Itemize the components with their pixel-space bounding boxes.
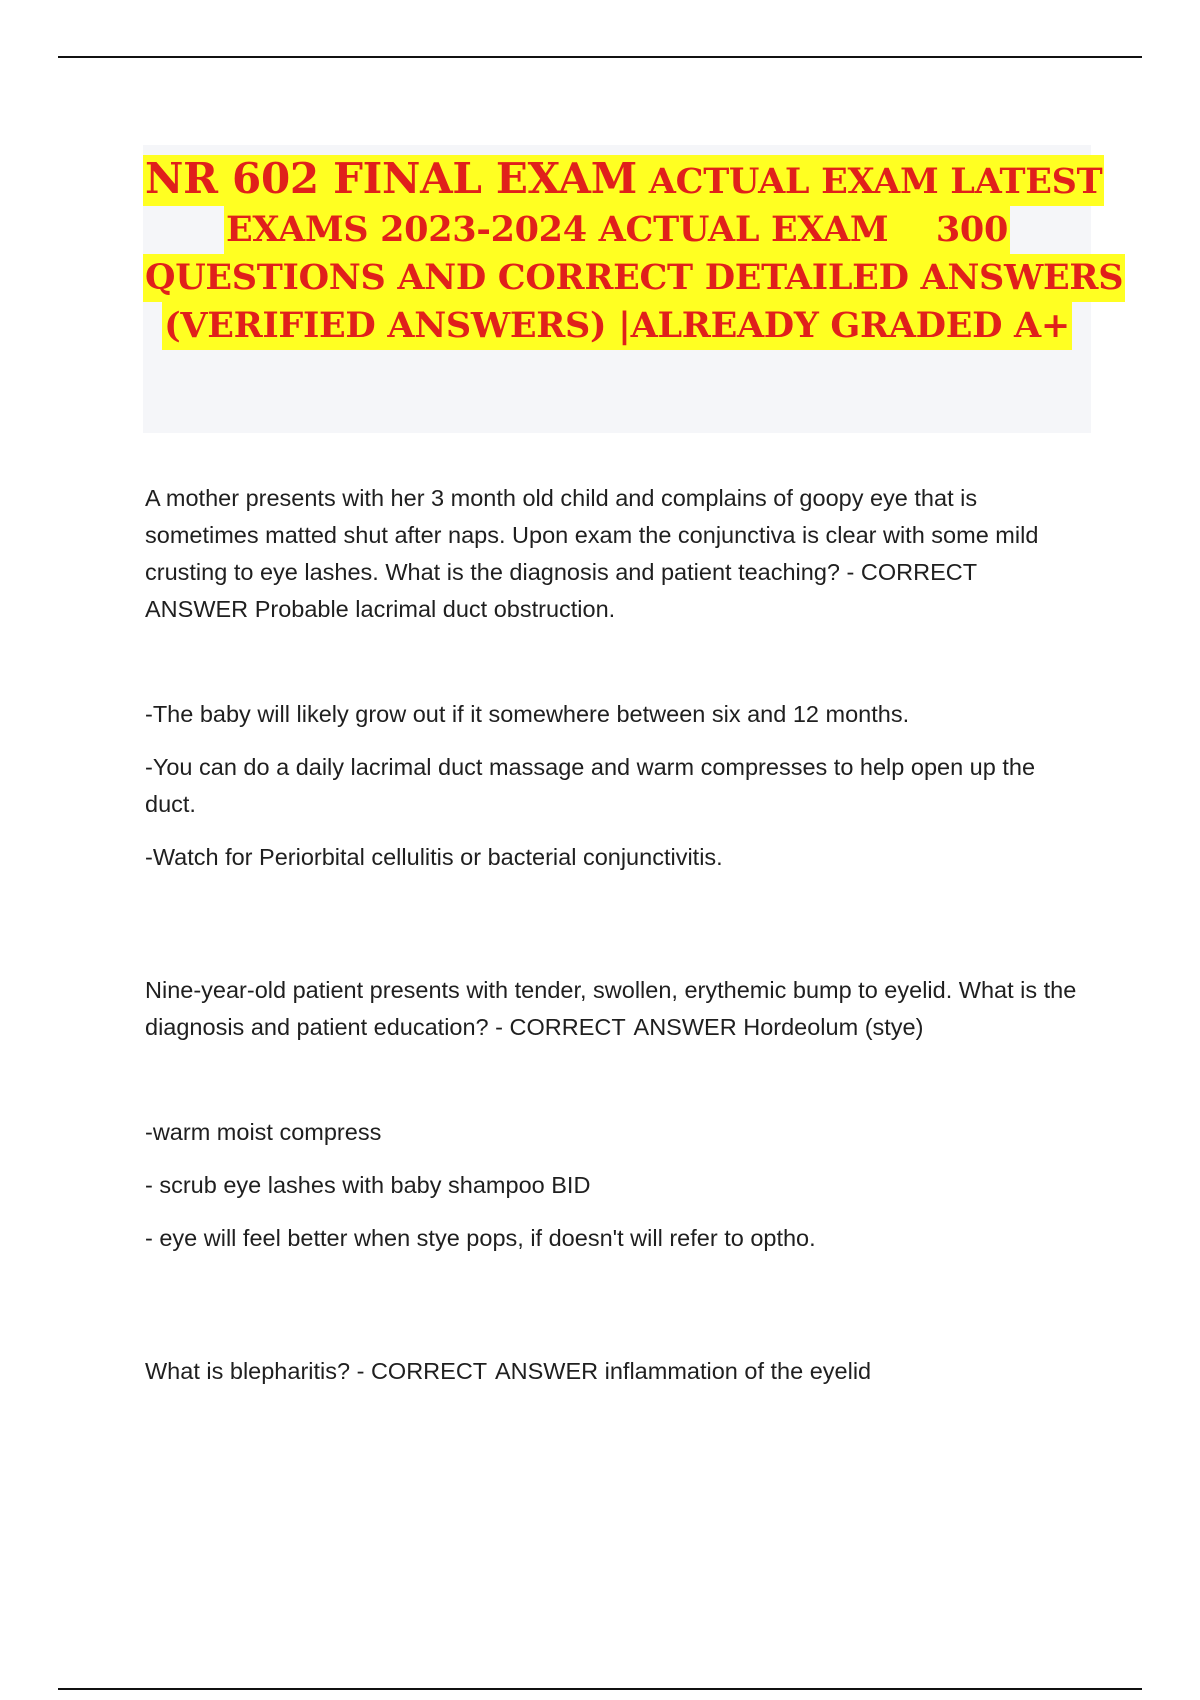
answer-text: Probable lacrimal duct obstruction. bbox=[254, 596, 616, 622]
top-rule bbox=[58, 56, 1142, 58]
question-2: Nine-year-old patient presents with tender, swollen, erythemic bump to eyelid. What is the diagnosis and patient education? - CORRECT ANSWER Hordeolum (stye) bbox=[145, 977, 1077, 1040]
title-line-3: QUESTIONS AND CORRECT DETAILED ANSWERS bbox=[143, 254, 1125, 302]
list-item: -You can do a daily lacrimal duct massage and warm compresses to help open up the duct. bbox=[145, 754, 1036, 817]
title-line-1: NR 602 FINAL EXAM ACTUAL EXAM LATEST bbox=[143, 155, 1104, 206]
list-item: - scrub eye lashes with baby shampoo BID bbox=[145, 1172, 591, 1198]
title-banner bbox=[143, 145, 1124, 433]
answer-text: Hordeolum (stye) bbox=[743, 1014, 924, 1040]
document-body bbox=[145, 480, 1085, 1390]
list-item: -Watch for Periorbital cellulitis or bacterial conjunctivitis. bbox=[145, 844, 723, 870]
bottom-rule bbox=[58, 1688, 1142, 1690]
question-3: What is blepharitis? - CORRECT ANSWER inflammation of the eyelid bbox=[145, 1358, 872, 1384]
document-title bbox=[143, 154, 1124, 350]
answer-label: CORRECT ANSWER bbox=[370, 1358, 599, 1384]
title-line-2: EXAMS 2023-2024 ACTUAL EXAM 300 bbox=[224, 206, 1010, 254]
title-line-4: (VERIFIED ANSWERS) |ALREADY GRADED A+ bbox=[162, 302, 1072, 350]
answer-label: CORRECT ANSWER bbox=[509, 1014, 737, 1040]
answer-text: inflammation of the eyelid bbox=[604, 1358, 872, 1384]
answer-label: CORRECT ANSWER bbox=[145, 559, 977, 622]
question-1: A mother presents with her 3 month old child and complains of goopy eye that is sometimes matted shut after naps. Upon exam the conjunctiva is clear with some mild crusting to eye lashes. What is the diagnosis and patient teaching? - CORRECT ANSWER Probable lacrimal duct obstruction. bbox=[145, 485, 1039, 622]
list-item: -warm moist compress bbox=[145, 1119, 382, 1145]
list-item: - eye will feel better when stye pops, if doesn't will refer to optho. bbox=[145, 1225, 816, 1251]
list-item: -The baby will likely grow out if it somewhere between six and 12 months. bbox=[145, 701, 910, 727]
